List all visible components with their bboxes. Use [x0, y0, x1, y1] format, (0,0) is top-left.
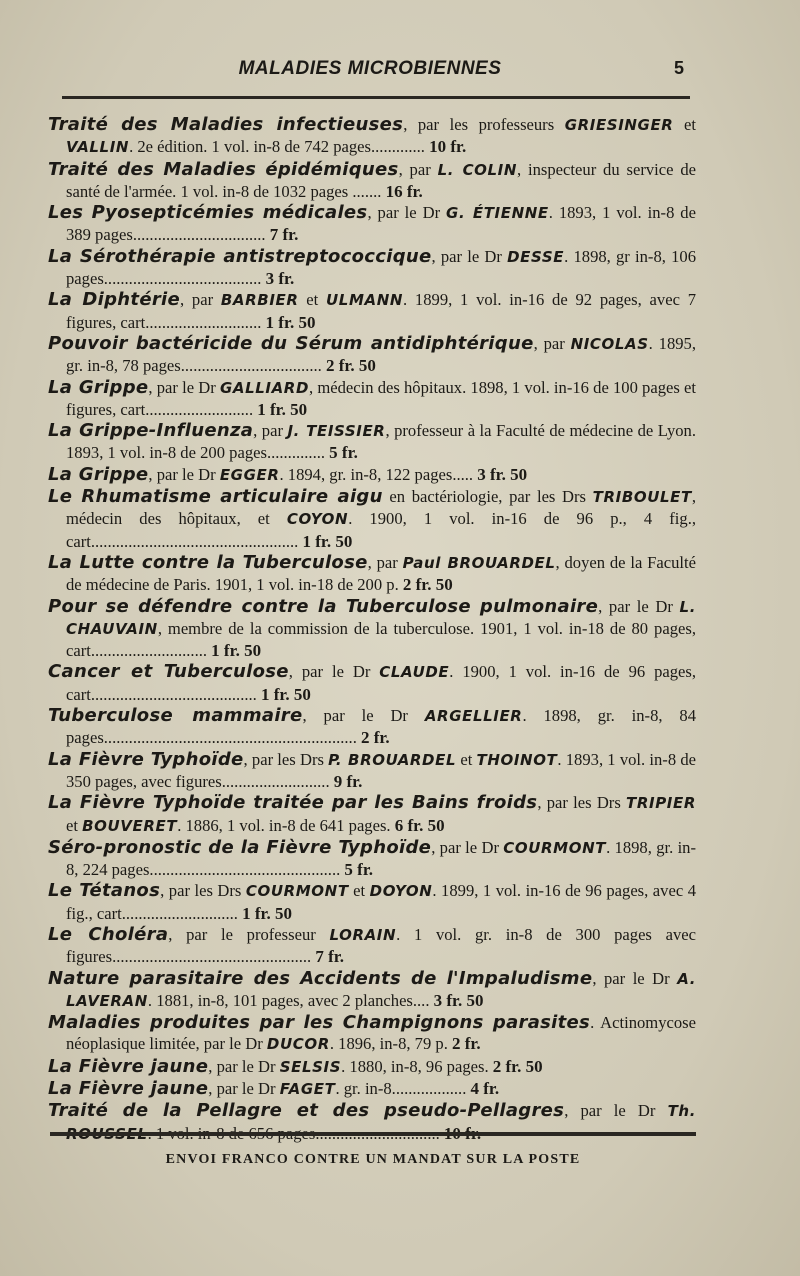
author-name: COURMONT: [503, 838, 607, 857]
catalogue-entry: [48, 1012, 696, 1056]
book-title: La Fièvre jaune: [48, 1055, 209, 1077]
author-name: DOYON: [369, 882, 433, 901]
entry-text: . 1881, in-8, 101 pages, avec 2 planches....: [147, 990, 434, 1010]
price: 1 fr. 50: [211, 641, 262, 661]
catalogue-entry: [48, 749, 696, 793]
price: 1 fr. 50: [242, 903, 292, 923]
book-title: Traité des Maladies infectieuses: [48, 114, 404, 135]
book-title: Cancer et Tuberculose: [48, 661, 289, 683]
price: 3 fr. 50: [477, 464, 528, 484]
catalogue-entry: [48, 486, 696, 552]
author-name: Paul BROUARDEL: [402, 553, 556, 572]
author-name: BOUVERET: [82, 816, 178, 835]
entry-text: et: [456, 749, 477, 769]
entry-text: . 1898, gr. in-8, 84 pages.............................................................: [66, 706, 696, 748]
author-name: COURMONT: [245, 882, 349, 901]
catalogue-entry: [48, 968, 696, 1013]
book-title: Nature parasitaire des Accidents de l'Impaludisme: [48, 967, 593, 989]
price: 2 fr. 50: [402, 575, 453, 595]
entry-text: . Actinomycose néoplasique limitée, par le Dr: [66, 1013, 696, 1054]
catalogue-entry: [48, 464, 696, 486]
price: 1 fr. 50: [265, 312, 316, 332]
book-title: La Diphtérie: [48, 289, 180, 311]
book-title: La Grippe: [48, 463, 149, 485]
price: 9 fr.: [333, 771, 363, 791]
author-name: DUCOR: [266, 1035, 330, 1054]
entry-text: et: [348, 881, 370, 901]
entry-text: , par les Drs: [243, 749, 329, 769]
book-title: Le Choléra: [48, 923, 169, 945]
book-title: La Fièvre jaune: [48, 1078, 209, 1100]
entry-text: , par le professeur: [168, 924, 330, 944]
author-name: CLAUDE: [379, 663, 450, 682]
book-title: La Sérothérapie antistreptococcique: [48, 245, 432, 267]
book-title: La Fièvre Typhoïde: [48, 748, 244, 770]
price: 3 fr. 50: [433, 990, 484, 1010]
price: 5 fr.: [329, 443, 358, 463]
entry-text: , par les Drs: [160, 881, 246, 901]
catalogue-entry: [48, 159, 696, 203]
entry-text: , professeur à la Faculté de médecine de Lyon. 1893, 1 vol. in-8 de 200 pages..............: [66, 421, 696, 463]
price: 5 fr.: [344, 860, 374, 880]
catalogue-entry: [48, 114, 696, 159]
author-name: GRIESINGER: [564, 116, 674, 134]
catalogue-listing: [48, 114, 696, 1145]
footer-rule: [50, 1132, 696, 1136]
book-title: Le Tétanos: [48, 880, 161, 902]
catalogue-entry: [48, 705, 696, 749]
catalogue-entry: [48, 792, 696, 837]
entry-text: , doyen de la Faculté de médecine de Paris. 1901, 1 vol. in-18 de 200 p.: [66, 552, 696, 595]
price: 3 fr.: [265, 269, 295, 289]
book-title: Maladies produites par les Champignons parasites: [48, 1012, 591, 1034]
catalogue-entry: [48, 333, 696, 377]
entry-text: . 1894, gr. in-8, 122 pages.....: [279, 464, 478, 484]
author-name: NICOLAS: [570, 334, 649, 353]
book-title: Séro-pronostic de la Fièvre Typhoïde: [48, 836, 432, 858]
entry-text: , par: [533, 333, 571, 353]
footer-notice: ENVOI FRANCO CONTRE UN MANDAT SUR LA POSTE: [165, 1152, 581, 1167]
catalogue-entry: [48, 880, 696, 924]
author-name: L. CHAUVAIN: [66, 597, 696, 638]
price: 2 fr.: [452, 1034, 481, 1054]
author-name: ULMANN: [326, 291, 404, 310]
author-name: LORAIN: [329, 925, 397, 944]
book-title: Le Rhumatisme articulaire aigu: [48, 486, 383, 508]
author-name: FAGET: [279, 1080, 336, 1099]
book-title: La Grippe: [48, 376, 149, 398]
entry-text: , par: [253, 421, 288, 441]
page-header: [50, 58, 690, 88]
book-title: La Grippe-Influenza: [48, 420, 254, 442]
catalogue-entry: [48, 552, 696, 596]
entry-text: et: [673, 115, 696, 134]
entry-text: , par le Dr: [592, 968, 678, 988]
price: 1 fr. 50: [302, 531, 353, 551]
price: 2 fr. 50: [492, 1056, 543, 1076]
entry-text: , par le Dr: [564, 1101, 668, 1121]
catalogue-entry: [48, 289, 696, 333]
entry-text: . 1898, gr in-8, 106 pages......................................: [66, 246, 696, 289]
entry-text: , par le Dr: [208, 1056, 280, 1076]
author-name: THOINOT: [476, 750, 558, 769]
entry-text: , membre de la commission de la tuberculose. 1901, 1 vol. in-18 de 80 pages, cart............................: [66, 618, 696, 661]
entry-text: , par le Dr: [148, 464, 220, 484]
author-name: ARGELLIER: [424, 707, 523, 726]
catalogue-entry: [48, 924, 696, 968]
catalogue-entry: [48, 377, 696, 421]
entry-text: . gr. in-8..................: [335, 1079, 471, 1099]
entry-text: . 2e édition. 1 vol. in-8 de 742 pages.............: [129, 137, 430, 157]
entry-text: , par le Dr: [288, 662, 380, 682]
entry-text: . 1886, 1 vol. in-8 de 641 pages.: [177, 815, 395, 835]
entry-text: , par: [398, 159, 438, 179]
price: 7 fr.: [269, 225, 299, 245]
entry-text: , par les Drs: [537, 793, 627, 813]
entry-text: , médecin des hôpitaux. 1898, 1 vol. in-16 de 100 pages et figures, cart..........................: [66, 377, 696, 419]
entry-text: , par le Dr: [598, 596, 680, 616]
entry-text: , inspecteur du service de santé de l'armée. 1 vol. in-8 de 1032 pages .......: [66, 159, 696, 201]
entry-text: . 1893, 1 vol. in-8 de 350 pages, avec figures..........................: [66, 749, 696, 791]
catalogue-entry: [48, 1100, 696, 1145]
entry-text: , par le Dr: [302, 706, 425, 726]
catalogue-entry: [48, 1056, 696, 1078]
book-title: Les Pyosepticémies médicales: [48, 202, 368, 224]
book-title: Tuberculose mammaire: [48, 705, 303, 727]
price: 2 fr. 50: [325, 356, 376, 376]
entry-text: . 1896, in-8, 79 p.: [329, 1034, 453, 1054]
catalogue-entry: [48, 420, 696, 464]
author-name: EGGER: [219, 465, 280, 484]
author-name: BARBIER: [220, 291, 299, 310]
entry-text: . 1895, gr. in-8, 78 pages..................................: [66, 333, 696, 376]
book-title: La Lutte contre la Tuberculose: [48, 551, 368, 573]
page-number: 5: [673, 58, 684, 78]
catalogue-entry: [48, 661, 696, 705]
catalogue-entry: [48, 246, 696, 290]
price: 10 fr.: [429, 137, 467, 157]
author-name: J. TEISSIER: [287, 422, 386, 441]
price: 4 fr.: [470, 1079, 500, 1099]
entry-text: , médecin des hôpitaux, et: [66, 487, 696, 529]
entry-text: . 1899, 1 vol. in-16 de 96 pages, avec 4 fig., cart............................: [66, 881, 696, 923]
entry-text: , par les professeurs: [403, 115, 565, 134]
entry-text: , par le Dr: [431, 246, 508, 266]
catalogue-entry: [48, 1078, 696, 1100]
entry-text: . 1899, 1 vol. in-16 de 92 pages, avec 7 figures, cart............................: [66, 290, 697, 332]
price: 1 fr. 50: [260, 684, 311, 704]
price: 2 fr.: [361, 728, 390, 748]
entry-text: , par le Dr: [431, 837, 504, 857]
author-name: SELSIS: [279, 1057, 342, 1076]
book-title: Traité de la Pellagre et des pseudo-Pellagres: [48, 1100, 565, 1122]
author-name: Th.: [667, 1102, 696, 1121]
entry-text: . 1900, 1 vol. in-16 de 96 p., 4 fig., cart..................................................: [66, 509, 696, 551]
entry-text: . 1 vol. gr. in-8 de 300 pages avec figures................................................: [66, 924, 696, 967]
author-name: TRIPIER: [626, 794, 696, 813]
author-name: L. COLIN: [437, 160, 518, 179]
entry-text: et: [298, 290, 327, 310]
header-rule: [62, 96, 690, 99]
catalogue-entry: [48, 837, 696, 881]
entry-text: . 1900, 1 vol. in-16 de 96 pages, cart........................................: [66, 662, 697, 704]
author-name: DESSE: [507, 247, 565, 266]
author-name: G. ÉTIENNE: [446, 204, 549, 223]
author-name: P. BROUARDEL: [328, 750, 457, 769]
author-name: TRIBOULET: [592, 488, 692, 507]
entry-text: . 1898, gr. in-8, 224 pages..............................................: [66, 837, 697, 880]
catalogue-entry: [48, 202, 696, 246]
entry-text: et: [66, 815, 83, 835]
price: 6 fr. 50: [394, 815, 445, 835]
catalogue-entry: [48, 596, 696, 662]
price: 16 fr.: [385, 181, 423, 201]
author-name: GALLIARD: [219, 378, 309, 397]
entry-text: , par le Dr: [208, 1079, 280, 1099]
running-title: MALADIES MICROBIENNES: [238, 58, 502, 79]
entry-text: . 1880, in-8, 96 pages.: [341, 1056, 493, 1076]
author-name: COYON: [286, 510, 349, 529]
book-title: La Fièvre Typhoïde traitée par les Bains froids: [48, 792, 538, 814]
price: 1 fr. 50: [257, 399, 308, 419]
book-title: Pouvoir bactéricide du Sérum antidiphtérique: [48, 332, 534, 354]
entry-text: , par le Dr: [148, 377, 220, 397]
entry-text: en bactériologie, par les Drs: [382, 487, 593, 507]
author-name: VALLIN: [66, 138, 130, 157]
entry-text: , par: [180, 290, 221, 310]
entry-text: , par le Dr: [367, 203, 447, 223]
author-name: A. LAVERAN: [66, 969, 696, 1010]
entry-text: . 1893, 1 vol. in-8 de 389 pages................................: [66, 203, 696, 245]
entry-text: , par: [367, 552, 403, 572]
book-title: Traité des Maladies épidémiques: [48, 158, 399, 180]
price: 7 fr.: [315, 947, 345, 967]
book-title: Pour se défendre contre la Tuberculose pulmonaire: [48, 595, 599, 617]
